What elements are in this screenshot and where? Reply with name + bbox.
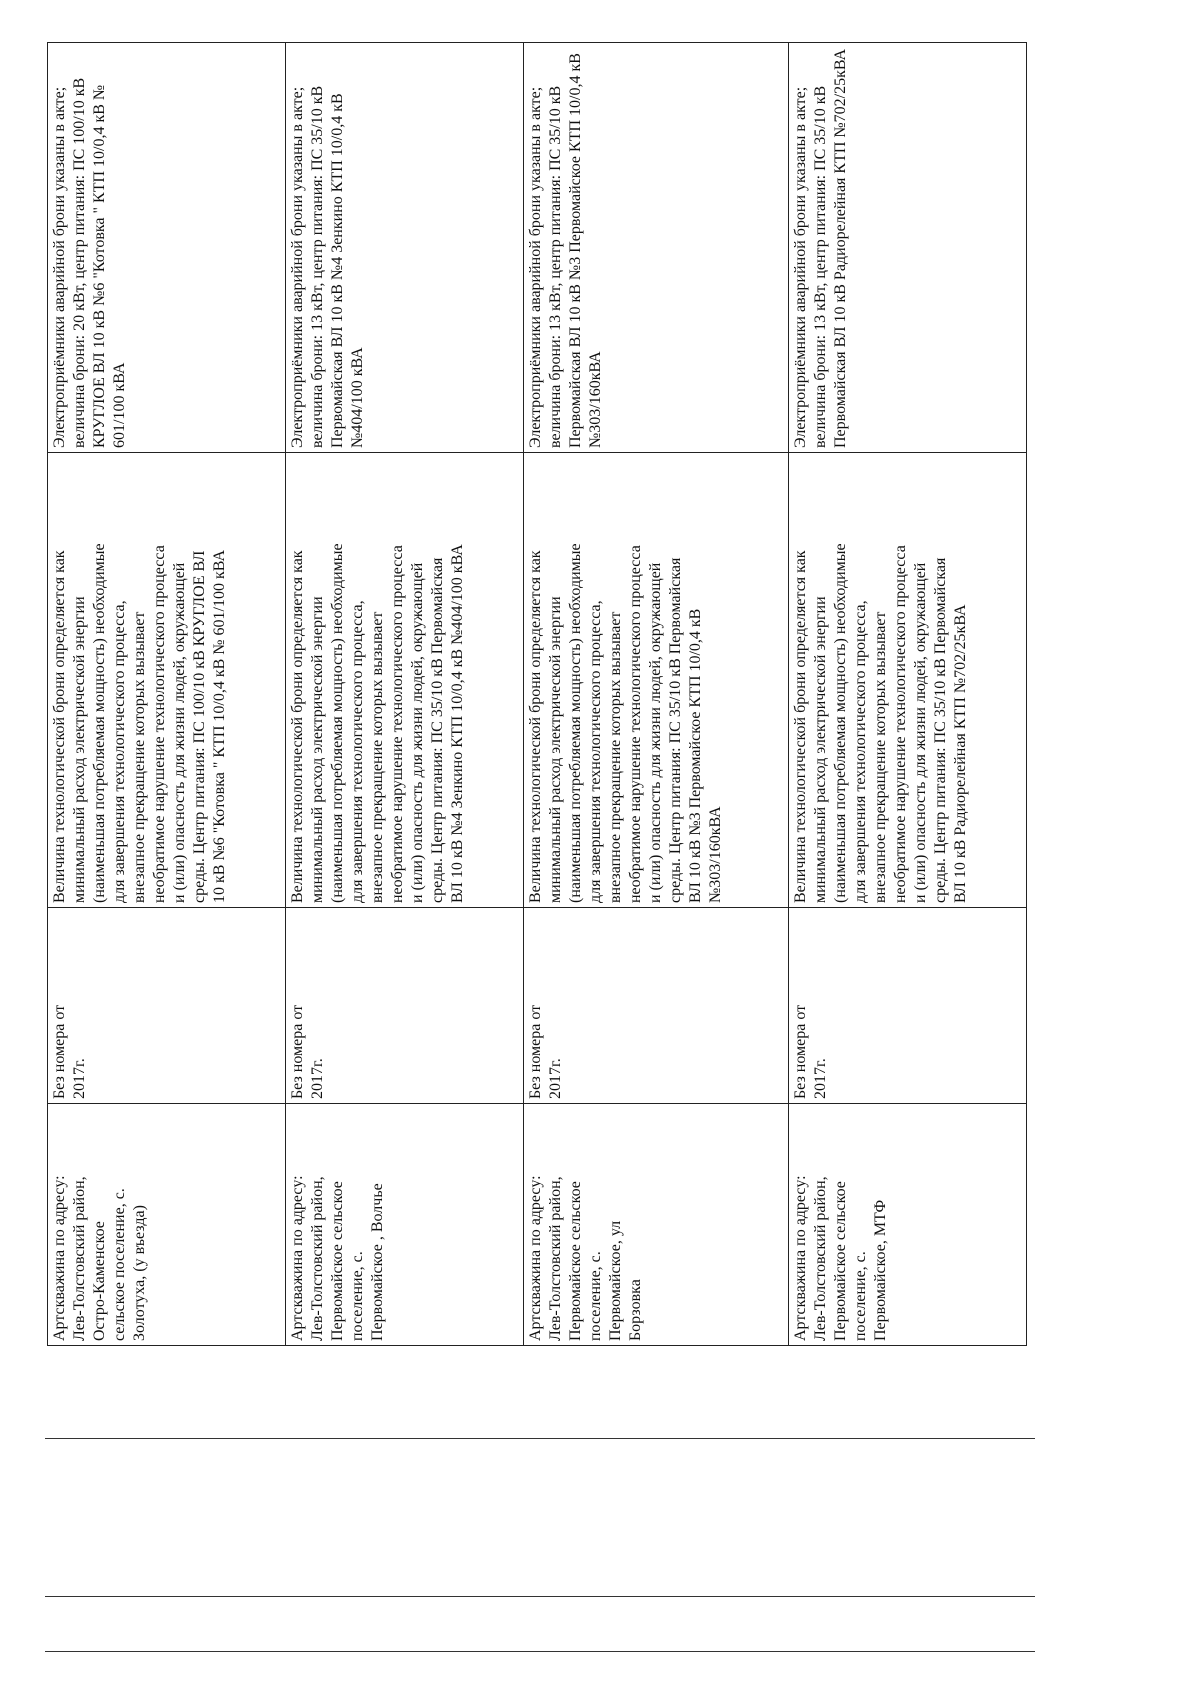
table-row (524, 43, 788, 1346)
reserve-table (47, 42, 1027, 1346)
horizontal-rule (45, 1438, 1035, 1439)
table-row (788, 43, 1026, 1346)
table-row (48, 43, 286, 1346)
horizontal-rule (45, 1651, 1035, 1652)
address-cell: Артскважина по адресу: Лев-Толстовский район, Первомайское сельское поселение, с. Первомайское, ул Борзовка (524, 1104, 788, 1346)
tech-reserve-cell: Величина технологической брони определяется как минимальный расход электрической энергии (наименьшая потребляемая мощность) необходимые для завершения технологического процесса, внезапное прекращение которых вызывает необратимое нарушение технологического процесса и (или) опасность для жизни людей, окружающей среды. Центр питания: ПС 100/10 кВ КРУГЛОЕ ВЛ 10 кВ №6 "Котовка " КТП 10/0,4 кВ № 601/100 кВА (48, 453, 286, 908)
horizontal-rule (45, 1596, 1035, 1597)
document-cell: Без номера от 2017г. (48, 908, 286, 1104)
document-cell: Без номера от 2017г. (524, 908, 788, 1104)
address-cell: Артскважина по адресу: Лев-Толстовский район, Первомайское сельское поселение, с. Первомайское, МТФ (788, 1104, 1026, 1346)
document-cell: Без номера от 2017г. (788, 908, 1026, 1104)
emergency-reserve-cell: Электроприёмники аварийной брони указаны в акте; величина брони: 20 кВт, центр питания: ПС 100/10 кВ КРУГЛОЕ ВЛ 10 кВ №6 "Котовка " КТП 10/0,4 кВ № 601/100 кВА (48, 43, 286, 453)
address-cell: Артскважина по адресу: Лев-Толстовский район, Первомайское сельское поселение, с. Первомайское , Волчье (286, 1104, 524, 1346)
tech-reserve-cell: Величина технологической брони определяется как минимальный расход электрической энергии (наименьшая потребляемая мощность) необходимые для завершения технологического процесса, внезапное прекращение которых вызывает необратимое нарушение технологического процесса и (или) опасность для жизни людей, окружающей среды. Центр питания: ПС 35/10 кВ Первомайская ВЛ 10 кВ №3 Первомайское КТП 10/0,4 кВ №303/160кВА (524, 453, 788, 908)
table-row (286, 43, 524, 1346)
emergency-reserve-cell: Электроприёмники аварийной брони указаны в акте; величина брони: 13 кВт, центр питания: ПС 35/10 кВ Первомайская ВЛ 10 кВ №4 Зенкино КТП 10/0,4 кВ №404/100 кВА (286, 43, 524, 453)
rotated-table-container (47, 43, 1027, 1346)
rotated-table-area (47, 43, 1027, 1346)
address-cell: Артскважина по адресу: Лев-Толстовский район, Остро-Каменское сельское поселение, с. Золотуха, (у въезда) (48, 1104, 286, 1346)
tech-reserve-cell: Величина технологической брони определяется как минимальный расход электрической энергии (наименьшая потребляемая мощность) необходимые для завершения технологического процесса, внезапное прекращение которых вызывает необратимое нарушение технологического процесса и (или) опасность для жизни людей, окружающей среды. Центр питания: ПС 35/10 кВ Первомайская ВЛ 10 кВ №4 Зенкино КТП 10/0,4 кВ №404/100 кВА (286, 453, 524, 908)
tech-reserve-cell: Величина технологической брони определяется как минимальный расход электрической энергии (наименьшая потребляемая мощность) необходимые для завершения технологического процесса, внезапное прекращение которых вызывает необратимое нарушение технологического процесса и (или) опасность для жизни людей, окружающей среды. Центр питания: ПС 35/10 кВ Первомайская ВЛ 10 кВ Радиорелейная КТП №702/25кВА (788, 453, 1026, 908)
document-cell: Без номера от 2017г. (286, 908, 524, 1104)
emergency-reserve-cell: Электроприёмники аварийной брони указаны в акте; величина брони: 13 кВт, центр питания: ПС 35/10 кВ Первомайская ВЛ 10 кВ №3 Первомайское КТП 10/0,4 кВ №303/160кВА (524, 43, 788, 453)
emergency-reserve-cell: Электроприёмники аварийной брони указаны в акте; величина брони: 13 кВт, центр питания: ПС 35/10 кВ Первомайская ВЛ 10 кВ Радиорелейная КТП №702/25кВА (788, 43, 1026, 453)
